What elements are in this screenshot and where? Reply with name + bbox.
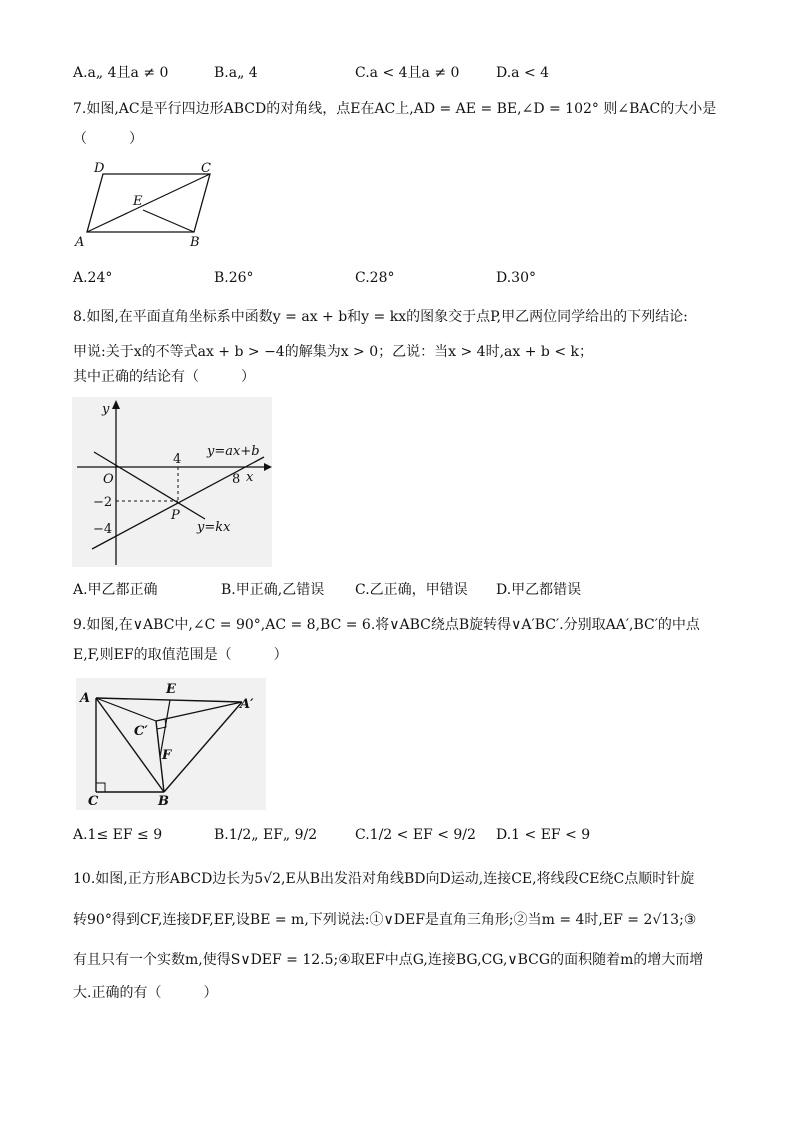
q9-label-f: F <box>162 748 172 763</box>
q10-line2: 转90°得到CF,连接DF,EF,设BE = m,下列说法:①∨DEF是直角三角形;②当m = 4时,EF = 2√13;③ <box>73 912 697 928</box>
q8-label-line-kx: y=kx <box>197 520 231 535</box>
q7-option-c: C.28° <box>355 270 395 286</box>
q10-line4: 大.正确的有（ ） <box>73 985 218 1001</box>
q7-label-b: B <box>190 235 200 250</box>
q8-label-y: y <box>102 402 110 417</box>
q8-label-p: P <box>171 508 180 523</box>
q6-option-a: A.a„ 4且a ≠ 0 <box>73 65 169 81</box>
q8-line3: 其中正确的结论有（ ） <box>73 369 255 385</box>
q9-label-a-prime: A′ <box>240 697 254 712</box>
q6-option-b: B.a„ 4 <box>214 65 258 81</box>
q9-rotation-figure <box>76 678 266 810</box>
q9-option-b: B.1/2„ EF„ 9/2 <box>214 827 318 843</box>
q10-line3: 有且只有一个实数m,使得S∨DEF = 12.5;④取EF中点G,连接BG,CG,∨BCG的面积随着m的增大而增 <box>73 952 704 968</box>
q8-line2: 甲说:关于x的不等式ax + b > −4的解集为x > 0；乙说：当x > 4时,ax + b < k； <box>73 344 593 360</box>
q8-option-c: C.乙正确，甲错误 <box>355 582 468 598</box>
q8-option-a: A.甲乙都正确 <box>73 582 158 598</box>
q9-label-e: E <box>166 682 176 697</box>
q7-option-b: B.26° <box>214 270 254 286</box>
q7-option-a: A.24° <box>73 270 113 286</box>
q7-stem: 7.如图,AC是平行四边形ABCD的对角线，点E在AC上,AD = AE = BE,∠D = 102° 则∠BAC的大小是 <box>73 101 717 117</box>
q6-option-c: C.a < 4且a ≠ 0 <box>355 65 460 81</box>
q8-graph-figure <box>72 397 272 567</box>
q6-option-d: D.a < 4 <box>496 65 550 81</box>
q7-parallelogram-figure <box>70 158 220 250</box>
q8-stem: 8.如图,在平面直角坐标系中函数y = ax + b和y = kx的图象交于点P,甲乙两位同学给出的下列结论: <box>73 309 688 325</box>
q9-option-a: A.1≤ EF ≤ 9 <box>73 827 163 843</box>
q8-option-b: B.甲正确,乙错误 <box>221 582 325 598</box>
q9-stem: 9.如图,在∨ABC中,∠C = 90°,AC = 8,BC = 6.将∨ABC绕点B旋转得∨A′BC′.分别取AA′,BC′的中点 <box>73 617 700 633</box>
q7-label-e: E <box>133 194 143 209</box>
q10-line1: 10.如图,正方形ABCD边长为5√2,E从B出发沿对角线BD向D运动,连接CE,将线段CE绕C点顺时针旋 <box>73 871 695 887</box>
q7-label-a: A <box>75 235 85 250</box>
q8-option-d: D.甲乙都错误 <box>496 582 582 598</box>
q9-label-c-prime: C′ <box>134 724 148 739</box>
q7-label-d: D <box>94 161 105 176</box>
q7-answer-paren: （ ） <box>73 131 143 147</box>
q8-label-x: x <box>246 470 254 485</box>
q9-line2: E,F,则EF的取值范围是（ ） <box>73 647 288 663</box>
q7-option-d: D.30° <box>496 270 536 286</box>
q9-option-c: C.1/2 < EF < 9/2 <box>355 827 476 843</box>
q8-label-line-axb: y=ax+b <box>207 444 260 459</box>
q9-label-b: B <box>158 794 169 809</box>
q9-label-c: C <box>88 794 99 809</box>
q8-label-8: 8 <box>232 472 241 487</box>
q8-label-4: 4 <box>173 452 182 467</box>
q9-label-a: A <box>80 691 91 706</box>
q8-label-neg2: −2 <box>93 495 113 510</box>
q8-label-o: O <box>103 472 114 487</box>
q8-label-neg4: −4 <box>93 522 113 537</box>
q7-label-c: C <box>201 161 211 176</box>
q9-option-d: D.1 < EF < 9 <box>496 827 591 843</box>
